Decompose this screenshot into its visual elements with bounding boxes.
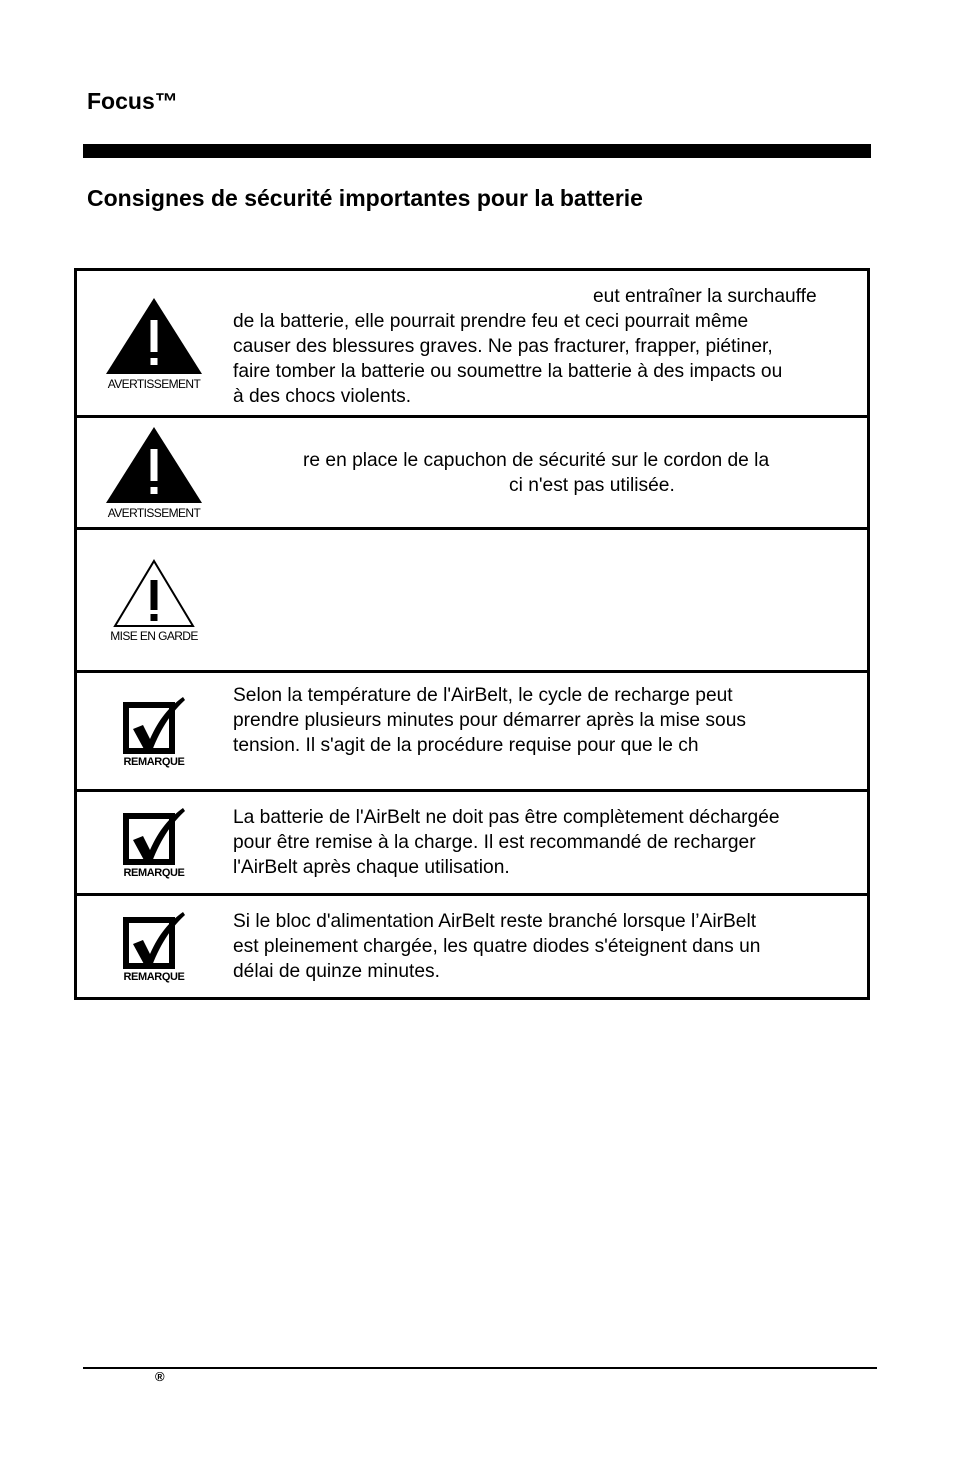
notice-line: de la batterie, elle pourrait prendre feu et ceci pourrait même (233, 311, 749, 332)
notice-row-warning-2 (77, 418, 867, 530)
icon-caption: AVERTISSEMENT (107, 506, 201, 520)
warning-filled-triangle-icon (104, 296, 204, 376)
notice-row-note-1 (77, 673, 867, 792)
notice-line: re en place le capuchon de sécurité sur le cordon de la (303, 450, 770, 471)
notice-text (231, 530, 867, 670)
notice-line: prendre plusieurs minutes pour démarrer après la mise sous (233, 710, 746, 731)
notice-icon-cell (77, 673, 231, 789)
notice-line: est pleinement chargée, les quatre diodes s'éteignent dans un (233, 936, 761, 957)
notice-line: ci n'est pas utilisée. (509, 475, 675, 496)
icon-caption: REMARQUE (123, 867, 185, 879)
notice-text (231, 792, 867, 893)
notice-line: à des chocs violents. (233, 386, 412, 407)
footer-divider-line (83, 1367, 877, 1369)
notice-icon-cell (77, 418, 231, 527)
icon-caption: AVERTISSEMENT (107, 376, 201, 391)
checkmark-box-icon (121, 806, 187, 866)
caution-outline-triangle-icon (112, 558, 196, 628)
notice-row-warning-1 (77, 271, 867, 418)
notice-text (231, 271, 867, 415)
notice-line: Selon la température de l'AirBelt, le cycle de recharge peut (233, 685, 733, 706)
header-divider-bar (83, 144, 871, 158)
notice-line: pour être remise à la charge. Il est recommandé de recharger (233, 832, 756, 853)
safety-notice-table (74, 268, 870, 1000)
notice-icon-cell (77, 271, 231, 415)
checkmark-box-icon (121, 695, 187, 755)
header-title: Focus™ (87, 88, 178, 114)
notice-line: tension. Il s'agit de la procédure requise pour que le ch (233, 735, 699, 756)
notice-row-note-3 (77, 896, 867, 997)
notice-text (231, 418, 867, 527)
notice-text (231, 673, 867, 789)
notice-icon-cell (77, 896, 231, 997)
icon-caption: REMARQUE (123, 755, 185, 768)
notice-line: causer des blessures graves. Ne pas fracturer, frapper, piétiner, (233, 336, 773, 357)
icon-caption: MISE EN GARDE (110, 628, 198, 643)
notice-line: faire tomber la batterie ou soumettre la batterie à des impacts ou (233, 361, 783, 382)
checkmark-box-icon (121, 910, 187, 970)
notice-line: Si le bloc d'alimentation AirBelt reste branché lorsque l’AirBelt (233, 911, 757, 932)
footer-registered-mark: ® (155, 1369, 165, 1384)
notice-icon-cell (77, 530, 231, 670)
warning-filled-triangle-icon (104, 425, 204, 505)
notice-row-caution (77, 530, 867, 673)
notice-line: délai de quinze minutes. (233, 961, 440, 982)
notice-line: eut entraîner la surchauffe (593, 286, 817, 307)
icon-caption: REMARQUE (123, 971, 185, 983)
notice-line: La batterie de l'AirBelt ne doit pas être complètement déchargée (233, 807, 780, 828)
notice-text (231, 896, 867, 997)
notice-icon-cell (77, 792, 231, 893)
section-title: Consignes de sécurité importantes pour la batterie (87, 185, 643, 211)
notice-line: l'AirBelt après chaque utilisation. (233, 857, 510, 878)
notice-row-note-2 (77, 792, 867, 896)
